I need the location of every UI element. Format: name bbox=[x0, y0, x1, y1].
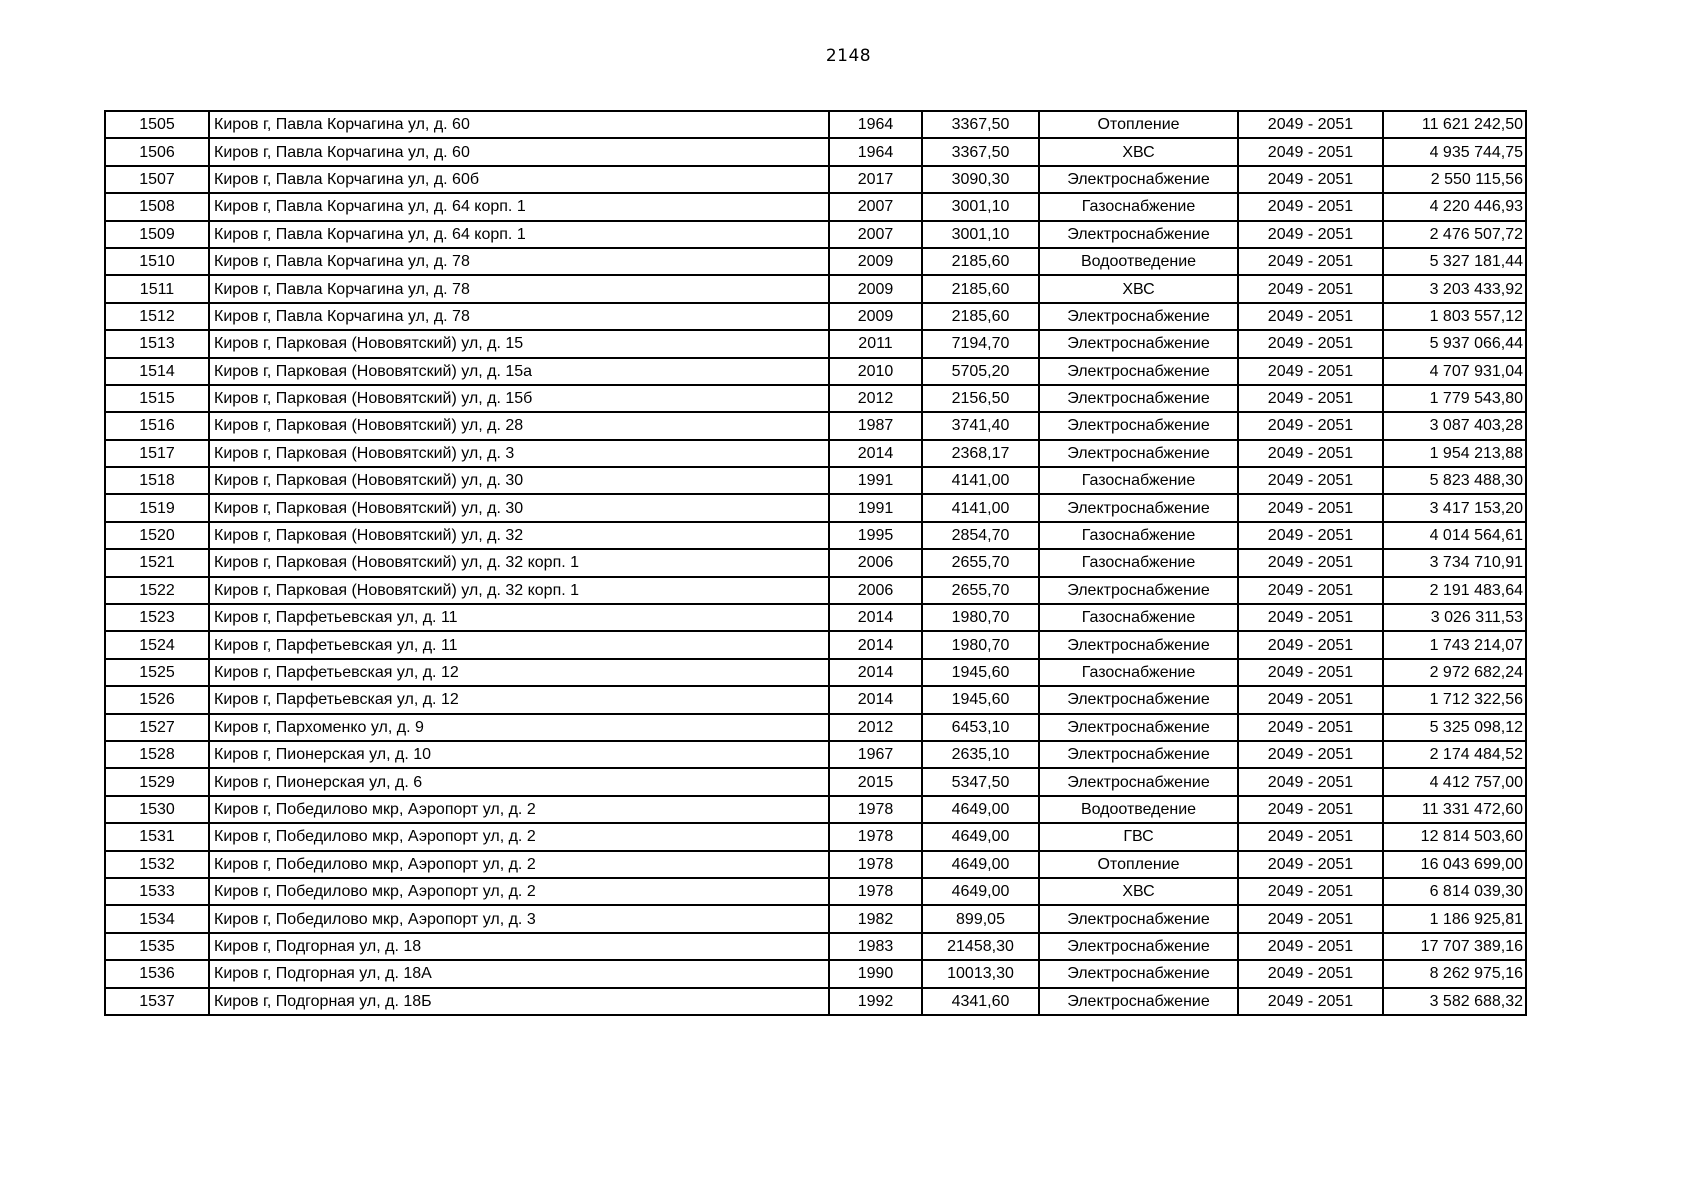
period-cell: 2049 - 2051 bbox=[1238, 303, 1383, 330]
row-number-cell: 1533 bbox=[105, 878, 209, 905]
address-cell: Киров г, Павла Корчагина ул, д. 64 корп. 1 bbox=[209, 193, 829, 220]
cost-cell: 1 779 543,80 bbox=[1383, 385, 1526, 412]
area-cell: 899,05 bbox=[922, 905, 1039, 932]
area-cell: 2655,70 bbox=[922, 577, 1039, 604]
build-year-cell: 1978 bbox=[829, 878, 922, 905]
row-number-cell: 1524 bbox=[105, 631, 209, 658]
period-cell: 2049 - 2051 bbox=[1238, 166, 1383, 193]
table-row bbox=[105, 878, 1526, 905]
row-number-cell: 1515 bbox=[105, 385, 209, 412]
period-cell: 2049 - 2051 bbox=[1238, 577, 1383, 604]
table-row bbox=[105, 796, 1526, 823]
table-row bbox=[105, 412, 1526, 439]
table-row bbox=[105, 686, 1526, 713]
address-cell: Киров г, Пионерская ул, д. 6 bbox=[209, 768, 829, 795]
area-cell: 4649,00 bbox=[922, 851, 1039, 878]
table-row bbox=[105, 823, 1526, 850]
period-cell: 2049 - 2051 bbox=[1238, 138, 1383, 165]
period-cell: 2049 - 2051 bbox=[1238, 878, 1383, 905]
build-year-cell: 1995 bbox=[829, 522, 922, 549]
row-number-cell: 1512 bbox=[105, 303, 209, 330]
service-type-cell: Электроснабжение bbox=[1039, 166, 1238, 193]
row-number-cell: 1507 bbox=[105, 166, 209, 193]
build-year-cell: 1964 bbox=[829, 111, 922, 138]
table-row bbox=[105, 905, 1526, 932]
cost-cell: 2 174 484,52 bbox=[1383, 741, 1526, 768]
build-year-cell: 2017 bbox=[829, 166, 922, 193]
cost-cell: 3 734 710,91 bbox=[1383, 549, 1526, 576]
address-cell: Киров г, Победилово мкр, Аэропорт ул, д. 2 bbox=[209, 823, 829, 850]
row-number-cell: 1521 bbox=[105, 549, 209, 576]
period-cell: 2049 - 2051 bbox=[1238, 905, 1383, 932]
cost-cell: 5 325 098,12 bbox=[1383, 714, 1526, 741]
address-cell: Киров г, Победилово мкр, Аэропорт ул, д. 2 bbox=[209, 796, 829, 823]
cost-cell: 11 331 472,60 bbox=[1383, 796, 1526, 823]
address-cell: Киров г, Победилово мкр, Аэропорт ул, д. 2 bbox=[209, 851, 829, 878]
area-cell: 1945,60 bbox=[922, 659, 1039, 686]
row-number-cell: 1532 bbox=[105, 851, 209, 878]
build-year-cell: 2014 bbox=[829, 631, 922, 658]
period-cell: 2049 - 2051 bbox=[1238, 549, 1383, 576]
row-number-cell: 1523 bbox=[105, 604, 209, 631]
table-row bbox=[105, 111, 1526, 138]
build-year-cell: 1990 bbox=[829, 960, 922, 987]
cost-cell: 2 476 507,72 bbox=[1383, 221, 1526, 248]
build-year-cell: 2010 bbox=[829, 358, 922, 385]
address-cell: Киров г, Парковая (Нововятский) ул, д. 32 bbox=[209, 522, 829, 549]
service-type-cell: Электроснабжение bbox=[1039, 905, 1238, 932]
period-cell: 2049 - 2051 bbox=[1238, 522, 1383, 549]
build-year-cell: 2007 bbox=[829, 221, 922, 248]
table-row bbox=[105, 467, 1526, 494]
area-cell: 10013,30 bbox=[922, 960, 1039, 987]
row-number-cell: 1513 bbox=[105, 330, 209, 357]
address-cell: Киров г, Павла Корчагина ул, д. 60 bbox=[209, 138, 829, 165]
address-cell: Киров г, Парфетьевская ул, д. 11 bbox=[209, 604, 829, 631]
service-type-cell: Электроснабжение bbox=[1039, 385, 1238, 412]
area-cell: 6453,10 bbox=[922, 714, 1039, 741]
address-cell: Киров г, Павла Корчагина ул, д. 60б bbox=[209, 166, 829, 193]
build-year-cell: 1967 bbox=[829, 741, 922, 768]
build-year-cell: 1987 bbox=[829, 412, 922, 439]
cost-cell: 4 220 446,93 bbox=[1383, 193, 1526, 220]
period-cell: 2049 - 2051 bbox=[1238, 440, 1383, 467]
table-row bbox=[105, 303, 1526, 330]
service-type-cell: Электроснабжение bbox=[1039, 768, 1238, 795]
service-type-cell: Электроснабжение bbox=[1039, 741, 1238, 768]
period-cell: 2049 - 2051 bbox=[1238, 768, 1383, 795]
table-row bbox=[105, 248, 1526, 275]
row-number-cell: 1509 bbox=[105, 221, 209, 248]
address-cell: Киров г, Павла Корчагина ул, д. 60 bbox=[209, 111, 829, 138]
table-row bbox=[105, 166, 1526, 193]
service-type-cell: Электроснабжение bbox=[1039, 440, 1238, 467]
period-cell: 2049 - 2051 bbox=[1238, 193, 1383, 220]
period-cell: 2049 - 2051 bbox=[1238, 851, 1383, 878]
service-type-cell: ГВС bbox=[1039, 823, 1238, 850]
cost-cell: 11 621 242,50 bbox=[1383, 111, 1526, 138]
period-cell: 2049 - 2051 bbox=[1238, 385, 1383, 412]
period-cell: 2049 - 2051 bbox=[1238, 933, 1383, 960]
table-row bbox=[105, 741, 1526, 768]
table-row bbox=[105, 275, 1526, 302]
service-type-cell: Электроснабжение bbox=[1039, 686, 1238, 713]
service-type-cell: Водоотведение bbox=[1039, 248, 1238, 275]
area-cell: 3367,50 bbox=[922, 138, 1039, 165]
cost-cell: 16 043 699,00 bbox=[1383, 851, 1526, 878]
cost-cell: 3 582 688,32 bbox=[1383, 988, 1526, 1015]
cost-cell: 12 814 503,60 bbox=[1383, 823, 1526, 850]
table-row bbox=[105, 193, 1526, 220]
address-cell: Киров г, Павла Корчагина ул, д. 64 корп. 1 bbox=[209, 221, 829, 248]
page-number: 2148 bbox=[825, 46, 872, 66]
row-number-cell: 1517 bbox=[105, 440, 209, 467]
service-type-cell: ХВС bbox=[1039, 275, 1238, 302]
service-type-cell: Электроснабжение bbox=[1039, 933, 1238, 960]
service-type-cell: Электроснабжение bbox=[1039, 960, 1238, 987]
period-cell: 2049 - 2051 bbox=[1238, 823, 1383, 850]
period-cell: 2049 - 2051 bbox=[1238, 741, 1383, 768]
address-cell: Киров г, Парковая (Нововятский) ул, д. 30 bbox=[209, 467, 829, 494]
area-cell: 3001,10 bbox=[922, 193, 1039, 220]
build-year-cell: 1978 bbox=[829, 823, 922, 850]
row-number-cell: 1516 bbox=[105, 412, 209, 439]
service-type-cell: Электроснабжение bbox=[1039, 358, 1238, 385]
cost-cell: 3 203 433,92 bbox=[1383, 275, 1526, 302]
address-cell: Киров г, Подгорная ул, д. 18А bbox=[209, 960, 829, 987]
table-row bbox=[105, 440, 1526, 467]
address-cell: Киров г, Парфетьевская ул, д. 12 bbox=[209, 686, 829, 713]
cost-cell: 1 803 557,12 bbox=[1383, 303, 1526, 330]
row-number-cell: 1527 bbox=[105, 714, 209, 741]
address-cell: Киров г, Парковая (Нововятский) ул, д. 32 корп. 1 bbox=[209, 549, 829, 576]
table-row bbox=[105, 604, 1526, 631]
build-year-cell: 2009 bbox=[829, 275, 922, 302]
table-row bbox=[105, 330, 1526, 357]
area-cell: 1945,60 bbox=[922, 686, 1039, 713]
period-cell: 2049 - 2051 bbox=[1238, 686, 1383, 713]
address-cell: Киров г, Павла Корчагина ул, д. 78 bbox=[209, 275, 829, 302]
area-cell: 2185,60 bbox=[922, 248, 1039, 275]
build-year-cell: 1992 bbox=[829, 988, 922, 1015]
cost-cell: 4 412 757,00 bbox=[1383, 768, 1526, 795]
table-row bbox=[105, 659, 1526, 686]
area-cell: 7194,70 bbox=[922, 330, 1039, 357]
address-cell: Киров г, Парковая (Нововятский) ул, д. 15б bbox=[209, 385, 829, 412]
area-cell: 4649,00 bbox=[922, 878, 1039, 905]
address-cell: Киров г, Парковая (Нововятский) ул, д. 15а bbox=[209, 358, 829, 385]
row-number-cell: 1508 bbox=[105, 193, 209, 220]
table-row bbox=[105, 358, 1526, 385]
service-type-cell: Отопление bbox=[1039, 851, 1238, 878]
row-number-cell: 1529 bbox=[105, 768, 209, 795]
service-type-cell: Газоснабжение bbox=[1039, 659, 1238, 686]
table-row bbox=[105, 714, 1526, 741]
row-number-cell: 1534 bbox=[105, 905, 209, 932]
build-year-cell: 2009 bbox=[829, 248, 922, 275]
registry-table bbox=[104, 110, 1527, 1016]
table-row bbox=[105, 988, 1526, 1015]
build-year-cell: 2014 bbox=[829, 686, 922, 713]
service-type-cell: Электроснабжение bbox=[1039, 631, 1238, 658]
period-cell: 2049 - 2051 bbox=[1238, 412, 1383, 439]
row-number-cell: 1530 bbox=[105, 796, 209, 823]
build-year-cell: 2006 bbox=[829, 549, 922, 576]
build-year-cell: 1964 bbox=[829, 138, 922, 165]
cost-cell: 1 186 925,81 bbox=[1383, 905, 1526, 932]
service-type-cell: Электроснабжение bbox=[1039, 412, 1238, 439]
cost-cell: 5 327 181,44 bbox=[1383, 248, 1526, 275]
table-row bbox=[105, 577, 1526, 604]
row-number-cell: 1518 bbox=[105, 467, 209, 494]
address-cell: Киров г, Парковая (Нововятский) ул, д. 3 bbox=[209, 440, 829, 467]
address-cell: Киров г, Парфетьевская ул, д. 12 bbox=[209, 659, 829, 686]
address-cell: Киров г, Пионерская ул, д. 10 bbox=[209, 741, 829, 768]
service-type-cell: Водоотведение bbox=[1039, 796, 1238, 823]
area-cell: 1980,70 bbox=[922, 631, 1039, 658]
period-cell: 2049 - 2051 bbox=[1238, 330, 1383, 357]
cost-cell: 17 707 389,16 bbox=[1383, 933, 1526, 960]
area-cell: 2156,50 bbox=[922, 385, 1039, 412]
period-cell: 2049 - 2051 bbox=[1238, 467, 1383, 494]
row-number-cell: 1525 bbox=[105, 659, 209, 686]
cost-cell: 5 823 488,30 bbox=[1383, 467, 1526, 494]
period-cell: 2049 - 2051 bbox=[1238, 604, 1383, 631]
cost-cell: 2 550 115,56 bbox=[1383, 166, 1526, 193]
build-year-cell: 1991 bbox=[829, 467, 922, 494]
service-type-cell: Газоснабжение bbox=[1039, 467, 1238, 494]
service-type-cell: Электроснабжение bbox=[1039, 221, 1238, 248]
address-cell: Киров г, Подгорная ул, д. 18Б bbox=[209, 988, 829, 1015]
cost-cell: 3 417 153,20 bbox=[1383, 494, 1526, 521]
area-cell: 21458,30 bbox=[922, 933, 1039, 960]
row-number-cell: 1519 bbox=[105, 494, 209, 521]
build-year-cell: 1982 bbox=[829, 905, 922, 932]
area-cell: 5705,20 bbox=[922, 358, 1039, 385]
table-body bbox=[105, 111, 1526, 1015]
table-row bbox=[105, 631, 1526, 658]
service-type-cell: Электроснабжение bbox=[1039, 303, 1238, 330]
period-cell: 2049 - 2051 bbox=[1238, 494, 1383, 521]
area-cell: 2185,60 bbox=[922, 303, 1039, 330]
area-cell: 3001,10 bbox=[922, 221, 1039, 248]
address-cell: Киров г, Парковая (Нововятский) ул, д. 30 bbox=[209, 494, 829, 521]
area-cell: 2368,17 bbox=[922, 440, 1039, 467]
build-year-cell: 1991 bbox=[829, 494, 922, 521]
area-cell: 3367,50 bbox=[922, 111, 1039, 138]
table-row bbox=[105, 960, 1526, 987]
period-cell: 2049 - 2051 bbox=[1238, 221, 1383, 248]
table-row bbox=[105, 851, 1526, 878]
row-number-cell: 1514 bbox=[105, 358, 209, 385]
area-cell: 4649,00 bbox=[922, 796, 1039, 823]
area-cell: 4141,00 bbox=[922, 494, 1039, 521]
area-cell: 3741,40 bbox=[922, 412, 1039, 439]
table-row bbox=[105, 933, 1526, 960]
row-number-cell: 1536 bbox=[105, 960, 209, 987]
build-year-cell: 2006 bbox=[829, 577, 922, 604]
period-cell: 2049 - 2051 bbox=[1238, 659, 1383, 686]
service-type-cell: Электроснабжение bbox=[1039, 988, 1238, 1015]
build-year-cell: 2014 bbox=[829, 659, 922, 686]
build-year-cell: 2009 bbox=[829, 303, 922, 330]
cost-cell: 8 262 975,16 bbox=[1383, 960, 1526, 987]
area-cell: 2655,70 bbox=[922, 549, 1039, 576]
period-cell: 2049 - 2051 bbox=[1238, 631, 1383, 658]
table-row bbox=[105, 138, 1526, 165]
cost-cell: 4 707 931,04 bbox=[1383, 358, 1526, 385]
build-year-cell: 2012 bbox=[829, 714, 922, 741]
cost-cell: 4 014 564,61 bbox=[1383, 522, 1526, 549]
build-year-cell: 2015 bbox=[829, 768, 922, 795]
build-year-cell: 1983 bbox=[829, 933, 922, 960]
cost-cell: 4 935 744,75 bbox=[1383, 138, 1526, 165]
area-cell: 4141,00 bbox=[922, 467, 1039, 494]
area-cell: 5347,50 bbox=[922, 768, 1039, 795]
build-year-cell: 2011 bbox=[829, 330, 922, 357]
service-type-cell: Газоснабжение bbox=[1039, 604, 1238, 631]
build-year-cell: 2014 bbox=[829, 440, 922, 467]
period-cell: 2049 - 2051 bbox=[1238, 714, 1383, 741]
table-row bbox=[105, 221, 1526, 248]
cost-cell: 2 191 483,64 bbox=[1383, 577, 1526, 604]
service-type-cell: ХВС bbox=[1039, 138, 1238, 165]
cost-cell: 5 937 066,44 bbox=[1383, 330, 1526, 357]
period-cell: 2049 - 2051 bbox=[1238, 275, 1383, 302]
cost-cell: 2 972 682,24 bbox=[1383, 659, 1526, 686]
address-cell: Киров г, Подгорная ул, д. 18 bbox=[209, 933, 829, 960]
row-number-cell: 1520 bbox=[105, 522, 209, 549]
cost-cell: 3 026 311,53 bbox=[1383, 604, 1526, 631]
service-type-cell: Отопление bbox=[1039, 111, 1238, 138]
area-cell: 1980,70 bbox=[922, 604, 1039, 631]
period-cell: 2049 - 2051 bbox=[1238, 960, 1383, 987]
cost-cell: 6 814 039,30 bbox=[1383, 878, 1526, 905]
period-cell: 2049 - 2051 bbox=[1238, 988, 1383, 1015]
area-cell: 4649,00 bbox=[922, 823, 1039, 850]
build-year-cell: 1978 bbox=[829, 851, 922, 878]
row-number-cell: 1505 bbox=[105, 111, 209, 138]
service-type-cell: Газоснабжение bbox=[1039, 193, 1238, 220]
area-cell: 2185,60 bbox=[922, 275, 1039, 302]
table-row bbox=[105, 385, 1526, 412]
period-cell: 2049 - 2051 bbox=[1238, 111, 1383, 138]
service-type-cell: Электроснабжение bbox=[1039, 714, 1238, 741]
build-year-cell: 1978 bbox=[829, 796, 922, 823]
address-cell: Киров г, Победилово мкр, Аэропорт ул, д. 2 bbox=[209, 878, 829, 905]
table-row bbox=[105, 768, 1526, 795]
row-number-cell: 1526 bbox=[105, 686, 209, 713]
area-cell: 3090,30 bbox=[922, 166, 1039, 193]
cost-cell: 1 712 322,56 bbox=[1383, 686, 1526, 713]
table-row bbox=[105, 494, 1526, 521]
address-cell: Киров г, Победилово мкр, Аэропорт ул, д. 3 bbox=[209, 905, 829, 932]
build-year-cell: 2007 bbox=[829, 193, 922, 220]
area-cell: 2635,10 bbox=[922, 741, 1039, 768]
service-type-cell: Электроснабжение bbox=[1039, 577, 1238, 604]
address-cell: Киров г, Павла Корчагина ул, д. 78 bbox=[209, 303, 829, 330]
address-cell: Киров г, Парковая (Нововятский) ул, д. 32 корп. 1 bbox=[209, 577, 829, 604]
table-row bbox=[105, 549, 1526, 576]
period-cell: 2049 - 2051 bbox=[1238, 358, 1383, 385]
address-cell: Киров г, Парфетьевская ул, д. 11 bbox=[209, 631, 829, 658]
row-number-cell: 1510 bbox=[105, 248, 209, 275]
period-cell: 2049 - 2051 bbox=[1238, 248, 1383, 275]
period-cell: 2049 - 2051 bbox=[1238, 796, 1383, 823]
row-number-cell: 1528 bbox=[105, 741, 209, 768]
area-cell: 4341,60 bbox=[922, 988, 1039, 1015]
area-cell: 2854,70 bbox=[922, 522, 1039, 549]
row-number-cell: 1531 bbox=[105, 823, 209, 850]
service-type-cell: Электроснабжение bbox=[1039, 330, 1238, 357]
address-cell: Киров г, Павла Корчагина ул, д. 78 bbox=[209, 248, 829, 275]
row-number-cell: 1535 bbox=[105, 933, 209, 960]
service-type-cell: Газоснабжение bbox=[1039, 549, 1238, 576]
service-type-cell: Газоснабжение bbox=[1039, 522, 1238, 549]
service-type-cell: ХВС bbox=[1039, 878, 1238, 905]
row-number-cell: 1511 bbox=[105, 275, 209, 302]
table-row bbox=[105, 522, 1526, 549]
service-type-cell: Электроснабжение bbox=[1039, 494, 1238, 521]
build-year-cell: 2014 bbox=[829, 604, 922, 631]
address-cell: Киров г, Пархоменко ул, д. 9 bbox=[209, 714, 829, 741]
cost-cell: 1 954 213,88 bbox=[1383, 440, 1526, 467]
row-number-cell: 1522 bbox=[105, 577, 209, 604]
cost-cell: 1 743 214,07 bbox=[1383, 631, 1526, 658]
row-number-cell: 1537 bbox=[105, 988, 209, 1015]
address-cell: Киров г, Парковая (Нововятский) ул, д. 28 bbox=[209, 412, 829, 439]
cost-cell: 3 087 403,28 bbox=[1383, 412, 1526, 439]
address-cell: Киров г, Парковая (Нововятский) ул, д. 15 bbox=[209, 330, 829, 357]
build-year-cell: 2012 bbox=[829, 385, 922, 412]
row-number-cell: 1506 bbox=[105, 138, 209, 165]
